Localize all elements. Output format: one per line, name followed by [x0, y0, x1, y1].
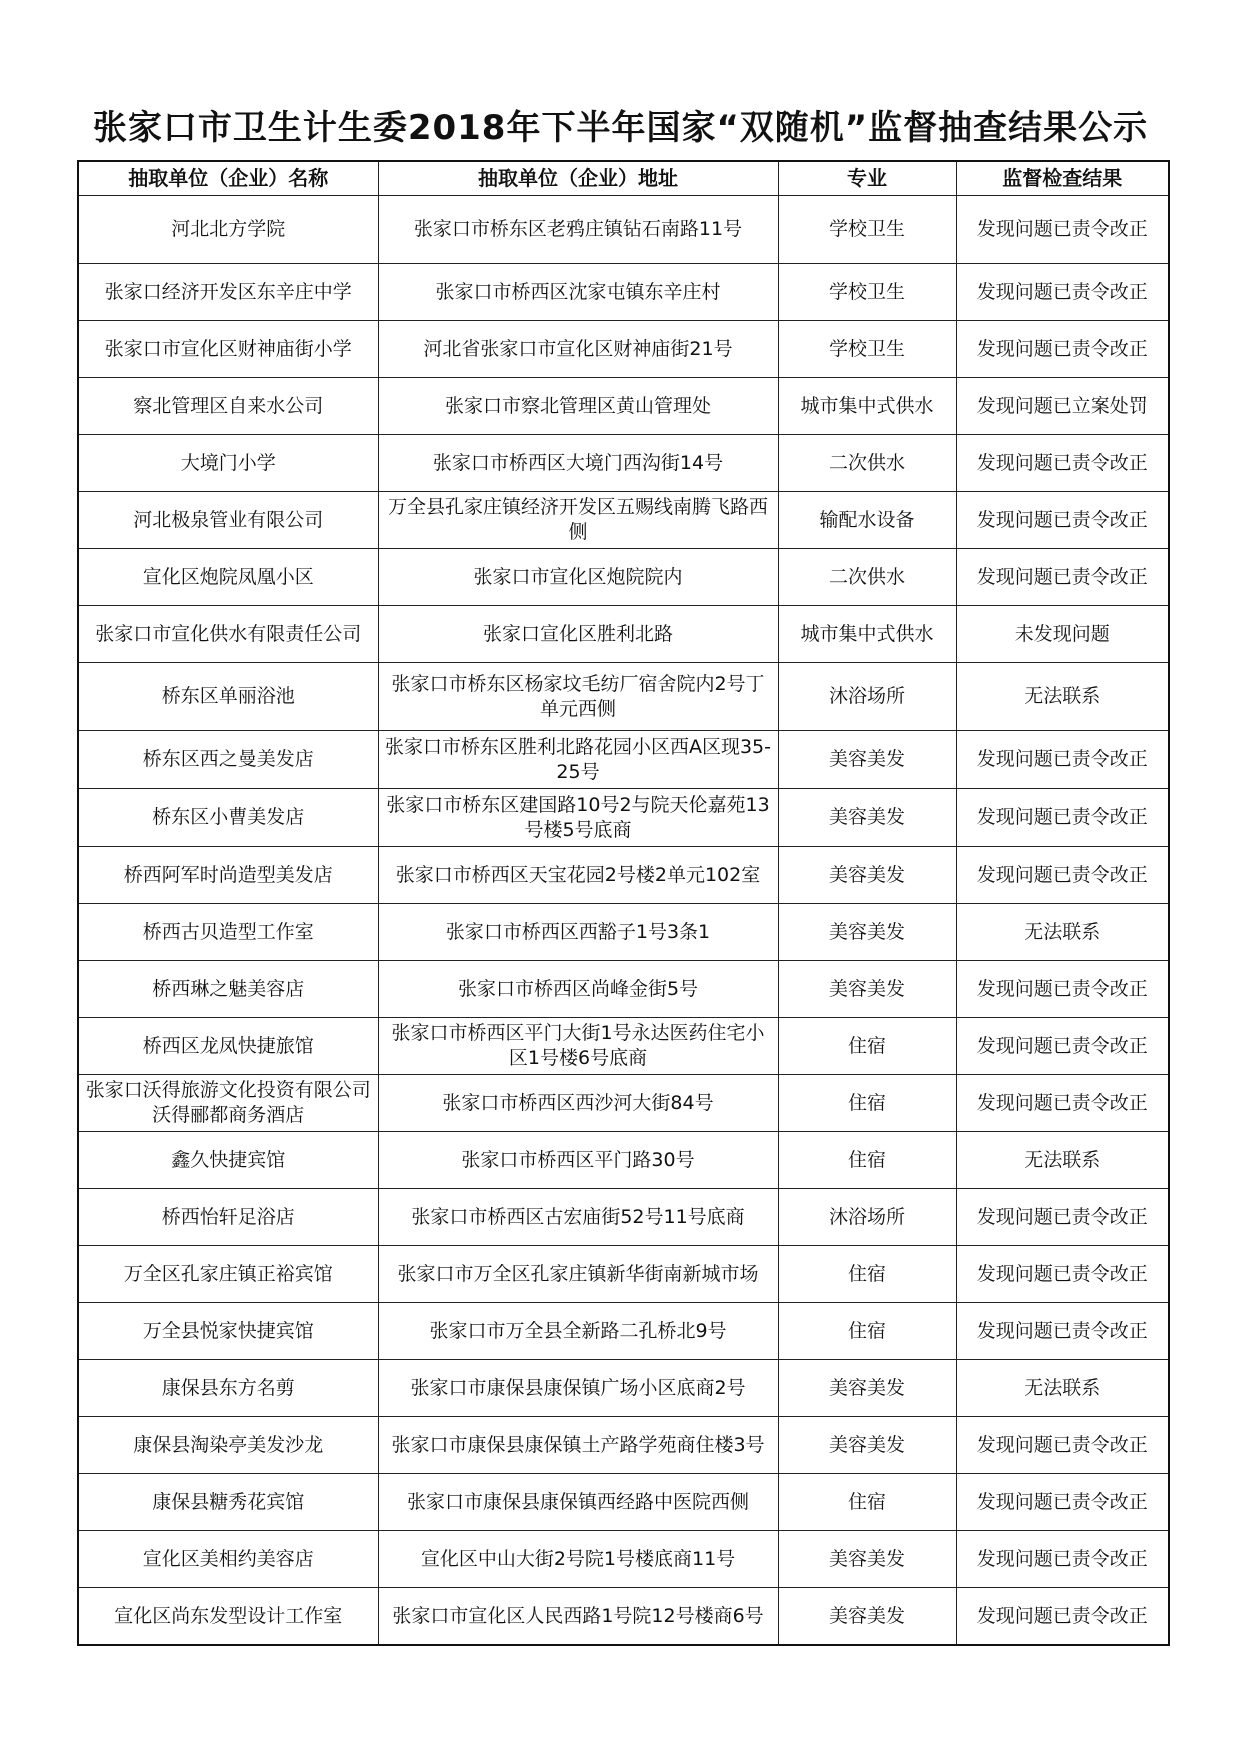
table-row: [78, 321, 1169, 378]
inspection-result: 发现问题已责令改正: [956, 264, 1169, 321]
table-row: [78, 378, 1169, 435]
table-row: [78, 1075, 1169, 1132]
unit-name: 桥东区西之曼美发店: [78, 731, 378, 789]
unit-category: 沐浴场所: [778, 663, 956, 731]
table-row: [78, 1588, 1169, 1646]
unit-address: 张家口市宣化区炮院院内: [378, 549, 778, 606]
unit-category: 学校卫生: [778, 196, 956, 264]
inspection-result: 无法联系: [956, 1360, 1169, 1417]
inspection-result: 发现问题已责令改正: [956, 789, 1169, 847]
inspection-result: 发现问题已责令改正: [956, 1189, 1169, 1246]
unit-name: 察北管理区自来水公司: [78, 378, 378, 435]
unit-category: 二次供水: [778, 435, 956, 492]
unit-address: 河北省张家口市宣化区财神庙街21号: [378, 321, 778, 378]
unit-name: 桥西琳之魅美容店: [78, 961, 378, 1018]
unit-name: 万全县悦家快捷宾馆: [78, 1303, 378, 1360]
table-row: [78, 663, 1169, 731]
table-row: [78, 1303, 1169, 1360]
inspection-result: 无法联系: [956, 904, 1169, 961]
table-row: [78, 196, 1169, 264]
unit-category: 住宿: [778, 1303, 956, 1360]
unit-name: 桥东区小曹美发店: [78, 789, 378, 847]
unit-category: 学校卫生: [778, 264, 956, 321]
unit-category: 美容美发: [778, 961, 956, 1018]
inspection-result: 发现问题已责令改正: [956, 1246, 1169, 1303]
inspection-result: 发现问题已责令改正: [956, 1531, 1169, 1588]
unit-category: 住宿: [778, 1018, 956, 1075]
unit-category: 美容美发: [778, 1531, 956, 1588]
unit-address: 张家口市桥西区古宏庙街52号11号底商: [378, 1189, 778, 1246]
unit-name: 康保县淘染亭美发沙龙: [78, 1417, 378, 1474]
table-row: [78, 549, 1169, 606]
unit-category: 美容美发: [778, 1417, 956, 1474]
unit-address: 张家口市桥西区尚峰金街5号: [378, 961, 778, 1018]
unit-address: 张家口市桥西区大境门西沟街14号: [378, 435, 778, 492]
unit-category: 沐浴场所: [778, 1189, 956, 1246]
table-row: [78, 1132, 1169, 1189]
unit-category: 学校卫生: [778, 321, 956, 378]
results-table: [77, 160, 1170, 1646]
unit-address: 张家口市康保县康保镇西经路中医院西侧: [378, 1474, 778, 1531]
unit-category: 美容美发: [778, 847, 956, 904]
unit-name: 张家口市宣化供水有限责任公司: [78, 606, 378, 663]
inspection-result: 发现问题已责令改正: [956, 1474, 1169, 1531]
inspection-result: 发现问题已责令改正: [956, 1075, 1169, 1132]
inspection-result: 无法联系: [956, 663, 1169, 731]
unit-address: 张家口市察北管理区黄山管理处: [378, 378, 778, 435]
unit-address: 张家口市桥西区平门大街1号永达医药住宅小区1号楼6号底商: [378, 1018, 778, 1075]
unit-category: 住宿: [778, 1246, 956, 1303]
table-row: [78, 1474, 1169, 1531]
unit-category: 美容美发: [778, 789, 956, 847]
inspection-result: 发现问题已责令改正: [956, 731, 1169, 789]
unit-address: 张家口市桥东区老鸦庄镇钻石南路11号: [378, 196, 778, 264]
inspection-result: 发现问题已责令改正: [956, 847, 1169, 904]
table-row: [78, 847, 1169, 904]
inspection-result: 发现问题已责令改正: [956, 961, 1169, 1018]
unit-category: 美容美发: [778, 731, 956, 789]
unit-name: 大境门小学: [78, 435, 378, 492]
table-row: [78, 1531, 1169, 1588]
unit-name: 康保县糖秀花宾馆: [78, 1474, 378, 1531]
unit-category: 城市集中式供水: [778, 378, 956, 435]
header-result: 监督检查结果: [956, 161, 1169, 196]
table-row: [78, 606, 1169, 663]
unit-address: 张家口市桥东区胜利北路花园小区西A区现35-25号: [378, 731, 778, 789]
unit-category: 二次供水: [778, 549, 956, 606]
unit-address: 张家口市桥东区建国路10号2与院天伦嘉苑13号楼5号底商: [378, 789, 778, 847]
unit-address: 张家口市康保县康保镇广场小区底商2号: [378, 1360, 778, 1417]
unit-address: 张家口市桥西区沈家屯镇东辛庄村: [378, 264, 778, 321]
table-row: [78, 1018, 1169, 1075]
table-row: [78, 264, 1169, 321]
header-address: 抽取单位（企业）地址: [378, 161, 778, 196]
table-row: [78, 1360, 1169, 1417]
unit-address: 张家口市桥西区西沙河大街84号: [378, 1075, 778, 1132]
unit-address: 张家口市万全区孔家庄镇新华街南新城市场: [378, 1246, 778, 1303]
unit-name: 张家口市宣化区财神庙街小学: [78, 321, 378, 378]
unit-category: 住宿: [778, 1474, 956, 1531]
unit-name: 万全区孔家庄镇正裕宾馆: [78, 1246, 378, 1303]
unit-name: 桥西古贝造型工作室: [78, 904, 378, 961]
inspection-result: 发现问题已责令改正: [956, 1303, 1169, 1360]
unit-name: 宣化区炮院凤凰小区: [78, 549, 378, 606]
unit-name: 张家口沃得旅游文化投资有限公司沃得郦都商务酒店: [78, 1075, 378, 1132]
unit-name: 桥东区单丽浴池: [78, 663, 378, 731]
unit-address: 宣化区中山大街2号院1号楼底商11号: [378, 1531, 778, 1588]
unit-address: 张家口市康保县康保镇土产路学苑商住楼3号: [378, 1417, 778, 1474]
unit-category: 住宿: [778, 1132, 956, 1189]
unit-category: 美容美发: [778, 1360, 956, 1417]
unit-name: 宣化区美相约美容店: [78, 1531, 378, 1588]
page-title: 张家口市卫生计生委2018年下半年国家“双随机”监督抽查结果公示: [92, 108, 1149, 148]
table-row: [78, 1189, 1169, 1246]
unit-name: 河北极泉管业有限公司: [78, 492, 378, 549]
unit-name: 河北北方学院: [78, 196, 378, 264]
inspection-result: 发现问题已责令改正: [956, 196, 1169, 264]
unit-name: 桥西区龙凤快捷旅馆: [78, 1018, 378, 1075]
unit-address: 张家口市桥西区天宝花园2号楼2单元102室: [378, 847, 778, 904]
unit-category: 住宿: [778, 1075, 956, 1132]
unit-address: 张家口市桥西区西豁子1号3条1: [378, 904, 778, 961]
inspection-result: 发现问题已责令改正: [956, 1018, 1169, 1075]
table-row: [78, 731, 1169, 789]
unit-category: 城市集中式供水: [778, 606, 956, 663]
table-header-row: [78, 161, 1169, 196]
inspection-result: 发现问题已立案处罚: [956, 378, 1169, 435]
table-row: [78, 435, 1169, 492]
table-row: [78, 789, 1169, 847]
inspection-result: 未发现问题: [956, 606, 1169, 663]
unit-name: 桥西怡轩足浴店: [78, 1189, 378, 1246]
table-row: [78, 1417, 1169, 1474]
unit-address: 万全县孔家庄镇经济开发区五赐线南腾飞路西侧: [378, 492, 778, 549]
inspection-result: 发现问题已责令改正: [956, 1588, 1169, 1646]
unit-name: 张家口经济开发区东辛庄中学: [78, 264, 378, 321]
unit-address: 张家口市桥东区杨家坟毛纺厂宿舍院内2号丁单元西侧: [378, 663, 778, 731]
header-category: 专业: [778, 161, 956, 196]
unit-address: 张家口市宣化区人民西路1号院12号楼商6号: [378, 1588, 778, 1646]
inspection-result: 发现问题已责令改正: [956, 321, 1169, 378]
unit-category: 美容美发: [778, 1588, 956, 1646]
table-row: [78, 492, 1169, 549]
unit-name: 鑫久快捷宾馆: [78, 1132, 378, 1189]
unit-address: 张家口市万全县全新路二孔桥北9号: [378, 1303, 778, 1360]
unit-name: 桥西阿军时尚造型美发店: [78, 847, 378, 904]
unit-category: 美容美发: [778, 904, 956, 961]
table-row: [78, 1246, 1169, 1303]
unit-category: 输配水设备: [778, 492, 956, 549]
inspection-result: 发现问题已责令改正: [956, 492, 1169, 549]
header-name: 抽取单位（企业）名称: [78, 161, 378, 196]
inspection-result: 发现问题已责令改正: [956, 435, 1169, 492]
unit-address: 张家口宣化区胜利北路: [378, 606, 778, 663]
inspection-result: 无法联系: [956, 1132, 1169, 1189]
unit-address: 张家口市桥西区平门路30号: [378, 1132, 778, 1189]
inspection-result: 发现问题已责令改正: [956, 1417, 1169, 1474]
inspection-result: 发现问题已责令改正: [956, 549, 1169, 606]
table-row: [78, 904, 1169, 961]
unit-name: 康保县东方名剪: [78, 1360, 378, 1417]
table-row: [78, 961, 1169, 1018]
unit-name: 宣化区尚东发型设计工作室: [78, 1588, 378, 1646]
